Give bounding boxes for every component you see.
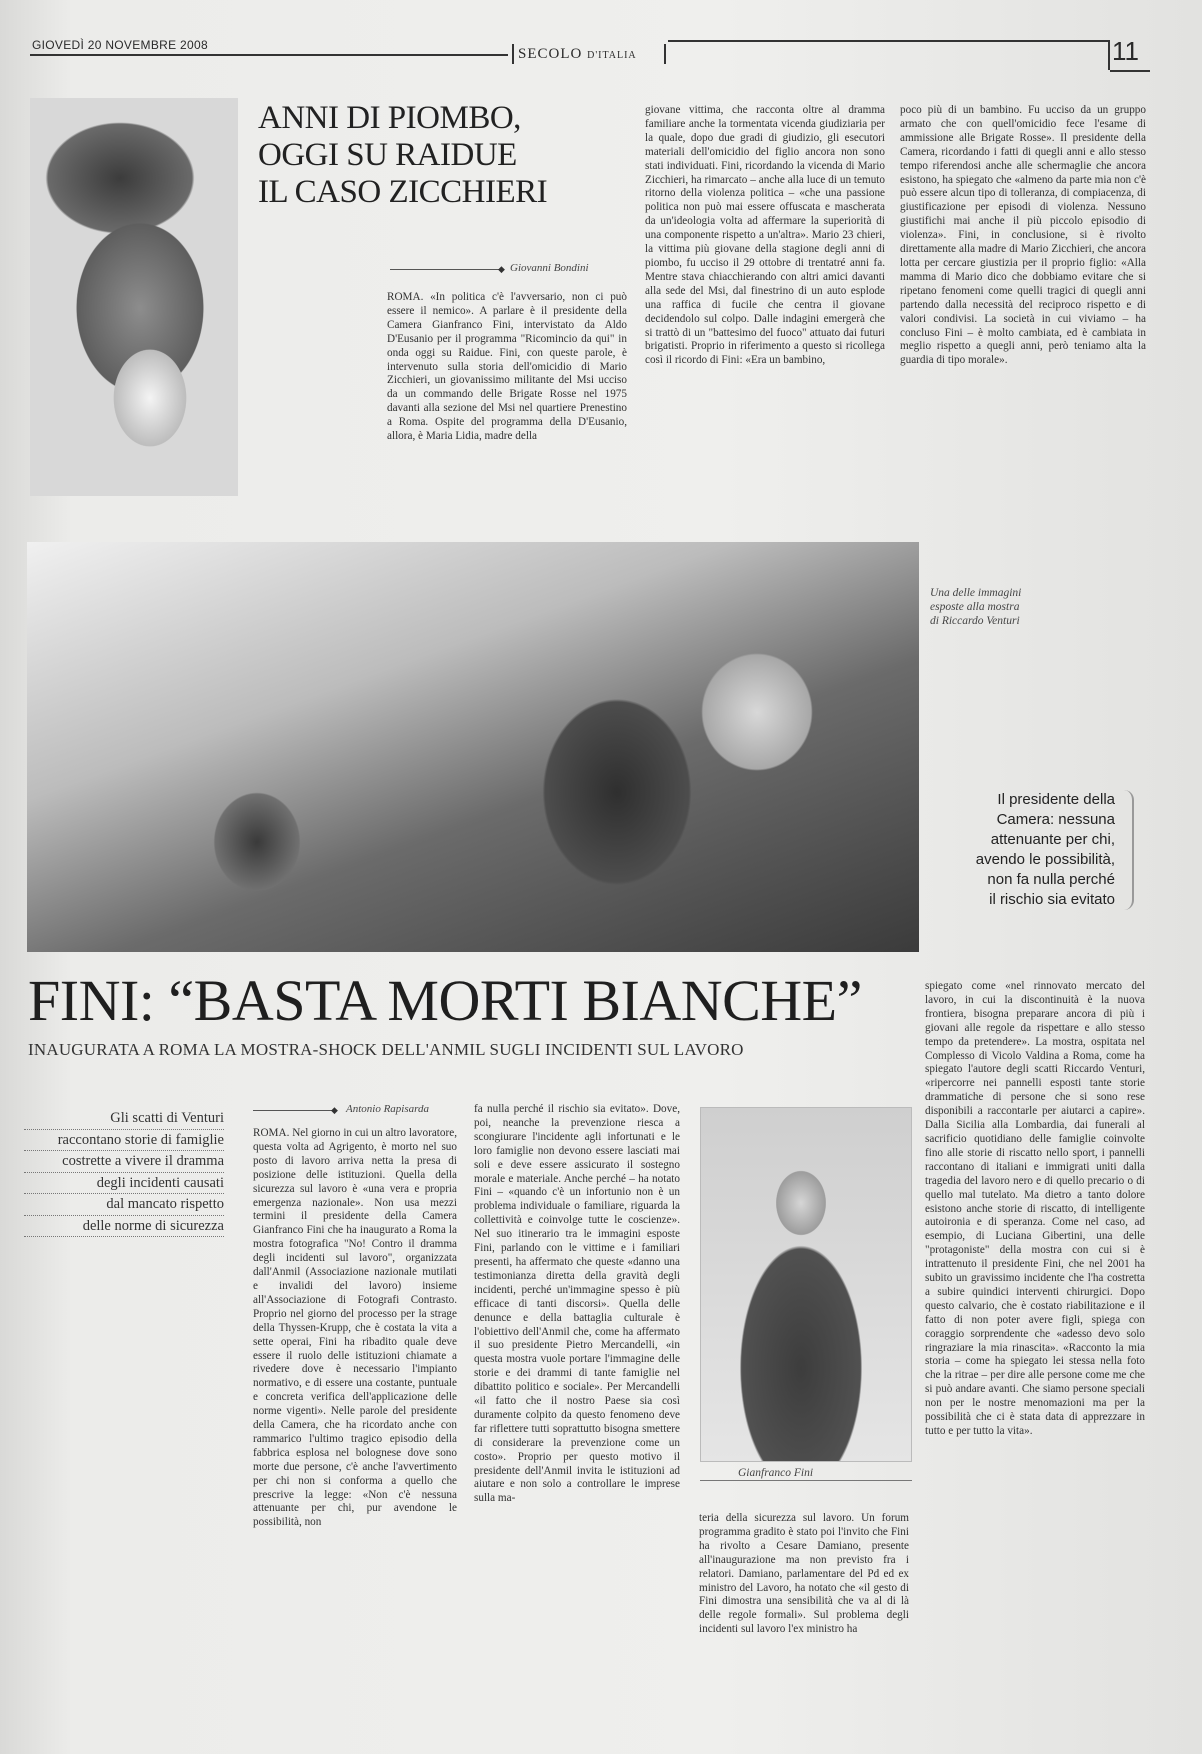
article2-column-2: fa nulla perché il rischio sia evitato». Dove, poi, neanche la prevenzione riesca a scongiurare l'incidente agli infortunati e le loro famiglie non devono essere lasciati mai soli e deve essere assicurato il sostegno morale e materiale. Anche perché – ha notato Fini – «quando c'è un infortunio non è un problema individuale o familiare, riguarda la collettività e coinvolge tutte le coscienze». Nel suo itinerario tra le immagini esposte Fini, parlando con le vittime e i familiari presenti, ha affermato che queste «danno una testimonianza diretta della gravità degli incidenti, perché un'immagine spesso è più efficace di tanti discorsi». Quella delle denunce e della battaglia culturale è l'obiettivo dell'Anmil che, come ha affermato il suo presidente Pietro Mercandelli, «in questa mostra vuole portare l'immagine delle storie e dei drammi di tante famiglie nel dibattito politico e sociale». Per Mercandelli «il fatto che il nostro Paese sia così duramente colpito da questo fenomeno deve far riflettere tutti soprattutto bisogna smettere di considerare la prevenzione come un costo». Proprio per questo motivo il presidente dell'Anmil invita le istituzioni ad aiutare e non solo a controllare le imprese sulla ma- — [474, 1103, 680, 1505]
pull-quote-line: attenuante per chi, — [990, 831, 1115, 848]
article1-column-2: giovane vittima, che racconta oltre al dramma familiare anche la tormentata vicenda giudiziaria per la quale, dopo due gradi di giudizio, gli esecutori materiali dell'omicidio del figlio ancora non sono stati individuati. Fini, ricordando la vicenda di Mario Zicchieri, ha rimarcato – anche alla luce di un temuto ritorno della violenza politica – «che una passione politica non può mai essere offuscata e mascherata da un'ideologia volta ad affermare la superiorità di una componente rispetto a un'altra». Mario 23 chieri, la vittima più giovane della stagione degli anni di piombo, fu ucciso il 29 ottobre di trentatré anni fa. Mentre stava chiacchierando con altri amici davanti alla sede del Msi, dal finestrino di un auto esplode una raffica di fucile che centra il giovane decidendolo sul colpo. Dalle indagini emergerà che si trattò di un "battesimo del fuoco" attuato dai futuri brigatisti. Proprio in riferimento a questo si ricollega così il ricordo di Fini: «Era un bambino, — [645, 104, 885, 367]
page-number-rule — [1110, 70, 1150, 72]
caption-rule — [700, 1480, 912, 1481]
article1-column-1: ROMA. «In politica c'è l'avversario, non ci può essere il nemico». A parlare è il presidente della Camera Gianfranco Fini, intervistato da Aldo D'Eusanio per il programma "Ricomincio da qui" in onda oggi su Raidue. Fini, con queste parole, è intervenuto sulla storia dell'omicidio di Mario Zicchieri, un giovanissimo militante del Msi ucciso da un commando delle Brigate Rosse nel 1975 davanti alla sezione del Msi nel quartiere Prenestino a Roma. Ospite del programma della D'Eusanio, allora, è Maria Lidia, madre della — [387, 291, 627, 443]
fini-portrait — [700, 1107, 912, 1462]
page-number-divider — [1108, 40, 1110, 70]
headline-line: ANNI DI PIOMBO, — [258, 100, 521, 136]
caption-line: esposte alla mostra — [930, 601, 1020, 613]
headline-line: OGGI SU RAIDUE — [258, 137, 517, 173]
pull-quote-line: non fa nulla perché — [987, 871, 1115, 888]
newspaper-name — [518, 46, 637, 63]
byline-diamond-icon: ◆ — [498, 264, 505, 274]
side-quote — [24, 1108, 224, 1237]
article1-headline — [258, 100, 588, 211]
masthead-divider — [512, 44, 514, 64]
article2-column-1: ROMA. Nel giorno in cui un altro lavoratore, questa volta ad Agrigento, è morto nel suo posto di lavoro arriva netta la presa di posizione delle istituzioni. Quella della sicurezza sul lavoro è «una vera e propria emergenza nazionale». Non usa mezzi termini il presidente della Camera Gianfranco Fini che ha inaugurato a Roma la mostra fotografica "No! Contro il dramma degli incidenti sul lavoro", organizzata dall'Anmil (Associazione nazionale mutilati e invalidi del lavoro) insieme all'Associazione di Fotografi Contrasto. Proprio nel giorno del processo per la strage della Thyssen-Krupp, che è costata la vita a sette operai, Fini ha ribadito quale deve essere il ruolo delle istituzioni chiamate a rivedere dove è necessario l'impianto normativo, e di essere una costante, puntuale e concreta verifica dell'applicazione delle norme vigenti». Nelle parole del presidente della Camera, che ha ricordato anche con rammarico l'ultimo tragico episodio della fabbrica esplosa nel bolognese dove sono morte due persone, c'è anche l'avvertimento per chi non si conforma a quello che prescrive la legge: «Non c'è nessuna attenuante per chi, pur avendone le possibilità, non — [253, 1127, 457, 1529]
caption-line: di Riccardo Venturi — [930, 615, 1020, 627]
article2-column-4: spiegato come «nel rinnovato mercato del lavoro, in cui la discontinuità è la nuova frontiera, bisogna preparare ancora di più i giovani alle regole da rispettare e allo stesso tempo da pretendere». La mostra, ospitata nel Complesso di Vicolo Valdina a Roma, come ha spiegato l'autore degli scatti Riccardo Venturi, «ripercorre nei pannelli esposti tante storie drammatiche di persone che si sono rese disponibili a raccontarle per aiutarci a capire». Dalla Sicilia alla Lombardia, dai funerali al sacrificio quotidiano delle famiglie coinvolte fino alle storie di riscatto nello sport, i pannelli raccontano di italiani e immigrati uniti dalla tragedia del lavoro nero e di quello precario o di quello mal tutelato. Ma dietro a tanto dolore esistono anche storie di riscatto, di intelligente autoironia e di speranza. Come nel caso, ad esempio, di Luciana Gibertini, una delle "protagoniste" della mostra con cui si è intrattenuto il presidente Fini, che nel 2001 ha subito un gravissimo incidente che l'ha costretta a subire quindici interventi chirurgici. Dopo questo calvario, che è costato riabilitazione e il fatto di non poter avere figli, spiega con coraggio sorprendente che «adesso devo solo ringraziare la mia rinascita». «Racconto la mia storia – come ha spiegato lei stessa nella foto che la ritrae – per dire alle persone come me che si può andare avanti. Che siamo persone speciali non per le nostre menomazioni ma per la possibilità che ci è stata data di apprezzare in tutto e per tutto la vita». — [925, 980, 1145, 1437]
byline-rule — [253, 1110, 333, 1111]
byline-rule — [390, 269, 500, 270]
side-quote-line: degli incidenti causati — [24, 1173, 224, 1195]
side-quote-line: raccontano storie di famiglie — [24, 1130, 224, 1152]
zicchieri-photo — [30, 98, 238, 496]
byline-diamond-icon: ◆ — [331, 1105, 338, 1115]
issue-date: GIOVEDÌ 20 NOVEMBRE 2008 — [32, 38, 208, 52]
article2-headline: FINI: “BASTA MORTI BIANCHE” — [28, 968, 862, 1033]
side-quote-line: delle norme di sicurezza — [24, 1216, 224, 1238]
masthead-rule-left — [30, 54, 508, 56]
side-quote-line: costrette a vivere il dramma — [24, 1151, 224, 1173]
article2-byline: Antonio Rapisarda — [346, 1103, 430, 1115]
side-quote-line: Gli scatti di Venturi — [24, 1108, 224, 1130]
pull-quote-line: avendo le possibilità, — [975, 851, 1115, 868]
pull-quote-line: Il presidente della — [997, 791, 1115, 808]
newspaper-title-suffix: D'ITALIA — [587, 50, 637, 61]
pull-quote-brace — [1118, 790, 1134, 910]
pull-quote-line: il rischio sia evitato — [989, 891, 1115, 908]
masthead-rule-right — [668, 40, 1108, 42]
page-number: 11 — [1112, 36, 1139, 66]
caption-line: Una delle immagini — [930, 587, 1022, 599]
article1-column-3: poco più di un bambino. Fu ucciso da un gruppo armato che con quell'omicidio fece l'esame di ammissione alle Brigate Rosse». Il presidente della Camera, ricordando i fatti di quegli anni e allo stesso tempo riferendosi anche alle schermaglie che ancora esistono, ha spiegato che «almeno da parte mia non c'è può essere alcun tipo di tolleranza, di compiacenza, di giustificazione per episodi di violenza. Nessuno giustifichi mai anche il più piccolo episodio di violenza». Fini, in conclusione, si è rivolto direttamente alla madre di Mario Zicchieri, che ancora lotta per cercare giustizia per il proprio figlio: «Alla mamma di Mario dico che dobbiamo evitare che si ripetano fenomeni come quelli tragici di quegli anni partendo dalla necessità del reciproco rispetto e di valori condivisi. La società in cui viviamo – ha concluso Fini – è molto cambiata, ed è cambiata in meglio rispetto a quegli anni, però teniamo alta la guardia di tipo morale». — [900, 104, 1146, 367]
newspaper-title: SECOLO — [518, 46, 583, 62]
photo-caption — [930, 586, 1060, 628]
masthead-divider — [664, 44, 666, 64]
mostra-photo — [27, 542, 919, 952]
article2-subheadline: INAUGURATA A ROMA LA MOSTRA-SHOCK DELL'ANMIL SUGLI INCIDENTI SUL LAVORO — [28, 1040, 744, 1059]
pull-quote-line: Camera: nessuna — [996, 811, 1115, 828]
article1-byline: Giovanni Bondini — [510, 262, 589, 274]
headline-line: IL CASO ZICCHIERI — [258, 174, 548, 210]
article2-column-3: teria della sicurezza sul lavoro. Un forum programma gradito è stato poi l'invito che Fini ha rivolto a Cesare Damiano, presente all'inaugurazione ma non previsto fra i relatori. Damiano, parlamentare del Pd ed ex ministro del Lavoro, ha notato che «il gesto di Fini dimostra una sensibilità che va al di là delle regole formali». Sul problema degli incidenti sul lavoro l'ex ministro ha — [699, 1512, 909, 1636]
side-quote-line: dal mancato rispetto — [24, 1194, 224, 1216]
pull-quote — [935, 790, 1115, 910]
portrait-caption: Gianfranco Fini — [738, 1467, 814, 1479]
